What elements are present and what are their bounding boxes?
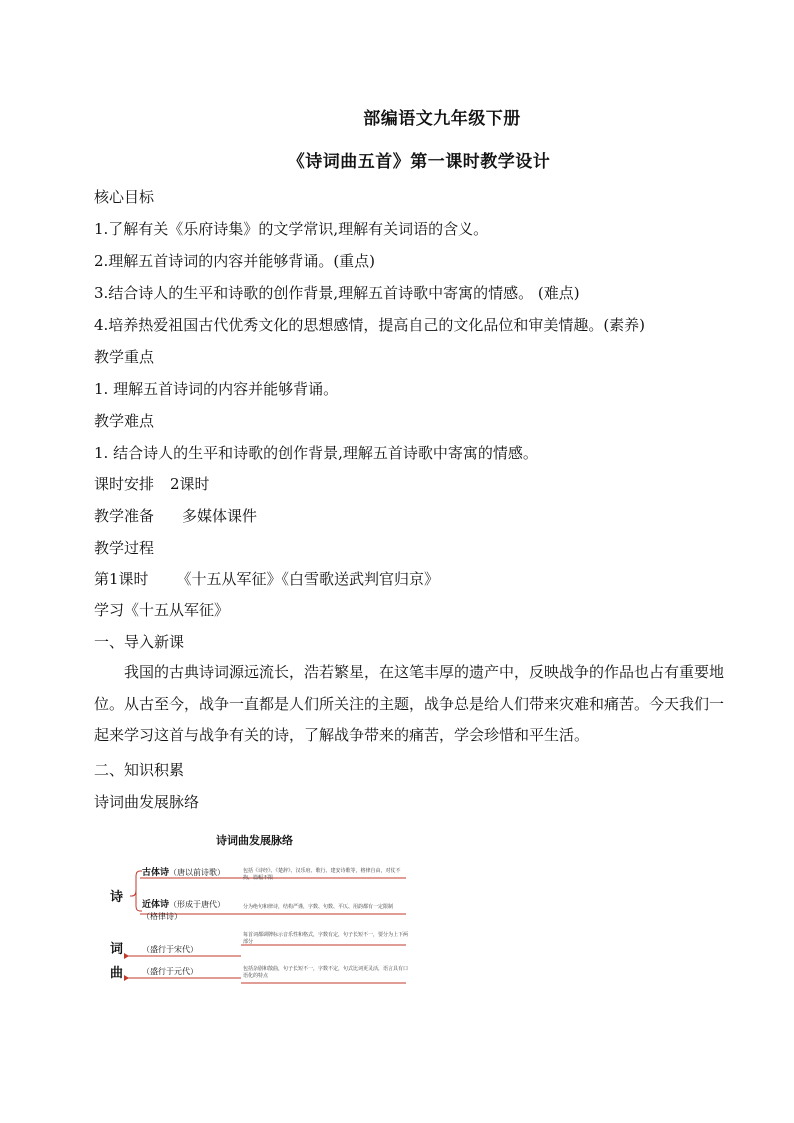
document-title-line2: 《诗词曲五首》第一课时教学设计 [287,152,551,172]
diagram-title: 诗词曲发展脉络 [216,834,293,847]
desc-ci: 每首词都调牌标示音乐性和格式，字数有定，句子长短不一，要分为上下两部分 [243,932,409,945]
prep-value: 多媒体课件 [182,507,258,525]
poetry-development-diagram [106,828,416,993]
section-2-heading: 二、知识积累 [94,761,185,779]
node-gutishi-label: 古体诗 [142,868,170,878]
intro-paragraph-text: 我国的古典诗词源远流长，浩若繁星，在这笔丰厚的遗产中，反映战争的作品也占有重要地位。从古至今，战争一直都是人们所关注的主题，战争总是给人们带来灾难和痛苦。今天我们一起来学习这首与战争有关的诗，了解战争带来的痛苦，学会珍惜和平生活。 [94,663,725,744]
ci-arrow [124,953,129,959]
diagram-shi: 诗 [110,890,124,905]
schedule-label: 课时安排 [94,475,155,493]
prep-label: 教学准备 [94,507,155,525]
node-jintishi-label: 近体诗 [142,900,170,910]
node-jintishi [142,897,225,910]
key-point-1: 1. 理解五首诗词的内容并能够背诵。 [94,380,339,398]
desc-qu: 包括杂剧和散曲，句子长短不一，字数不定，句式比词更灵活，语言具有口语化的特点 [243,966,409,979]
diagram-ci: 词 [110,942,124,957]
node-ci-note: （盛行于宋代） [142,945,198,954]
lesson-value: 《十五从军征》《白雪歌送武判官归京》 [176,570,440,588]
node-qu-note: （盛行于元代） [142,967,198,976]
qu-arrow [124,975,129,981]
desc-jintishi: 分为绝句和律诗，结构严谨，字数、句数、平仄、用韵都有一定限制 [243,904,394,910]
schedule-value: 2课时 [170,475,210,493]
difficulty-heading: 教学难点 [94,412,155,430]
lesson-line [94,568,439,589]
intro-paragraph [94,657,734,752]
difficulty-1: 1. 结合诗人的生平和诗歌的创作背景,理解五首诗歌中寄寓的情感。 [94,444,538,462]
document-title-line1: 部编语文九年级下册 [363,109,521,129]
node-gutishi-note: （唐以前诗歌） [169,868,226,877]
lesson-label: 第1课时 [94,570,149,588]
prep-line [94,505,257,526]
process-heading: 教学过程 [94,539,155,557]
section-1-heading: 一、导入新课 [94,633,185,651]
goal-1: 1.了解有关《乐府诗集》的文学常识,理解有关词语的含义。 [94,220,489,238]
goal-4: 4.培养热爱祖国古代优秀文化的思想感情，提高自己的文化品位和审美情趣。(素养) [94,316,646,334]
timeline-label: 诗词曲发展脉络 [94,793,200,811]
key-points-heading: 教学重点 [94,348,155,366]
desc-gutishi: 包括《诗经》、《楚辞》、汉乐府、歌行、建安诗歌等，格律自由，对仗不拘，篇幅不限 [243,868,401,881]
node-gutishi [142,865,225,878]
node-jintishi-note: （形成于唐代） [169,900,226,909]
goal-2: 2.理解五首诗词的内容并能够背诵。(重点) [94,252,376,270]
diagram-qu: 曲 [110,966,124,981]
node-gelvshi: （格律诗） [142,912,182,921]
schedule-line [94,473,210,494]
core-goals-heading: 核心目标 [94,188,155,206]
goal-3: 3.结合诗人的生平和诗歌的创作背景,理解五首诗歌中寄寓的情感。 (难点) [94,284,580,302]
study-line: 学习《十五从军征》 [94,601,230,619]
